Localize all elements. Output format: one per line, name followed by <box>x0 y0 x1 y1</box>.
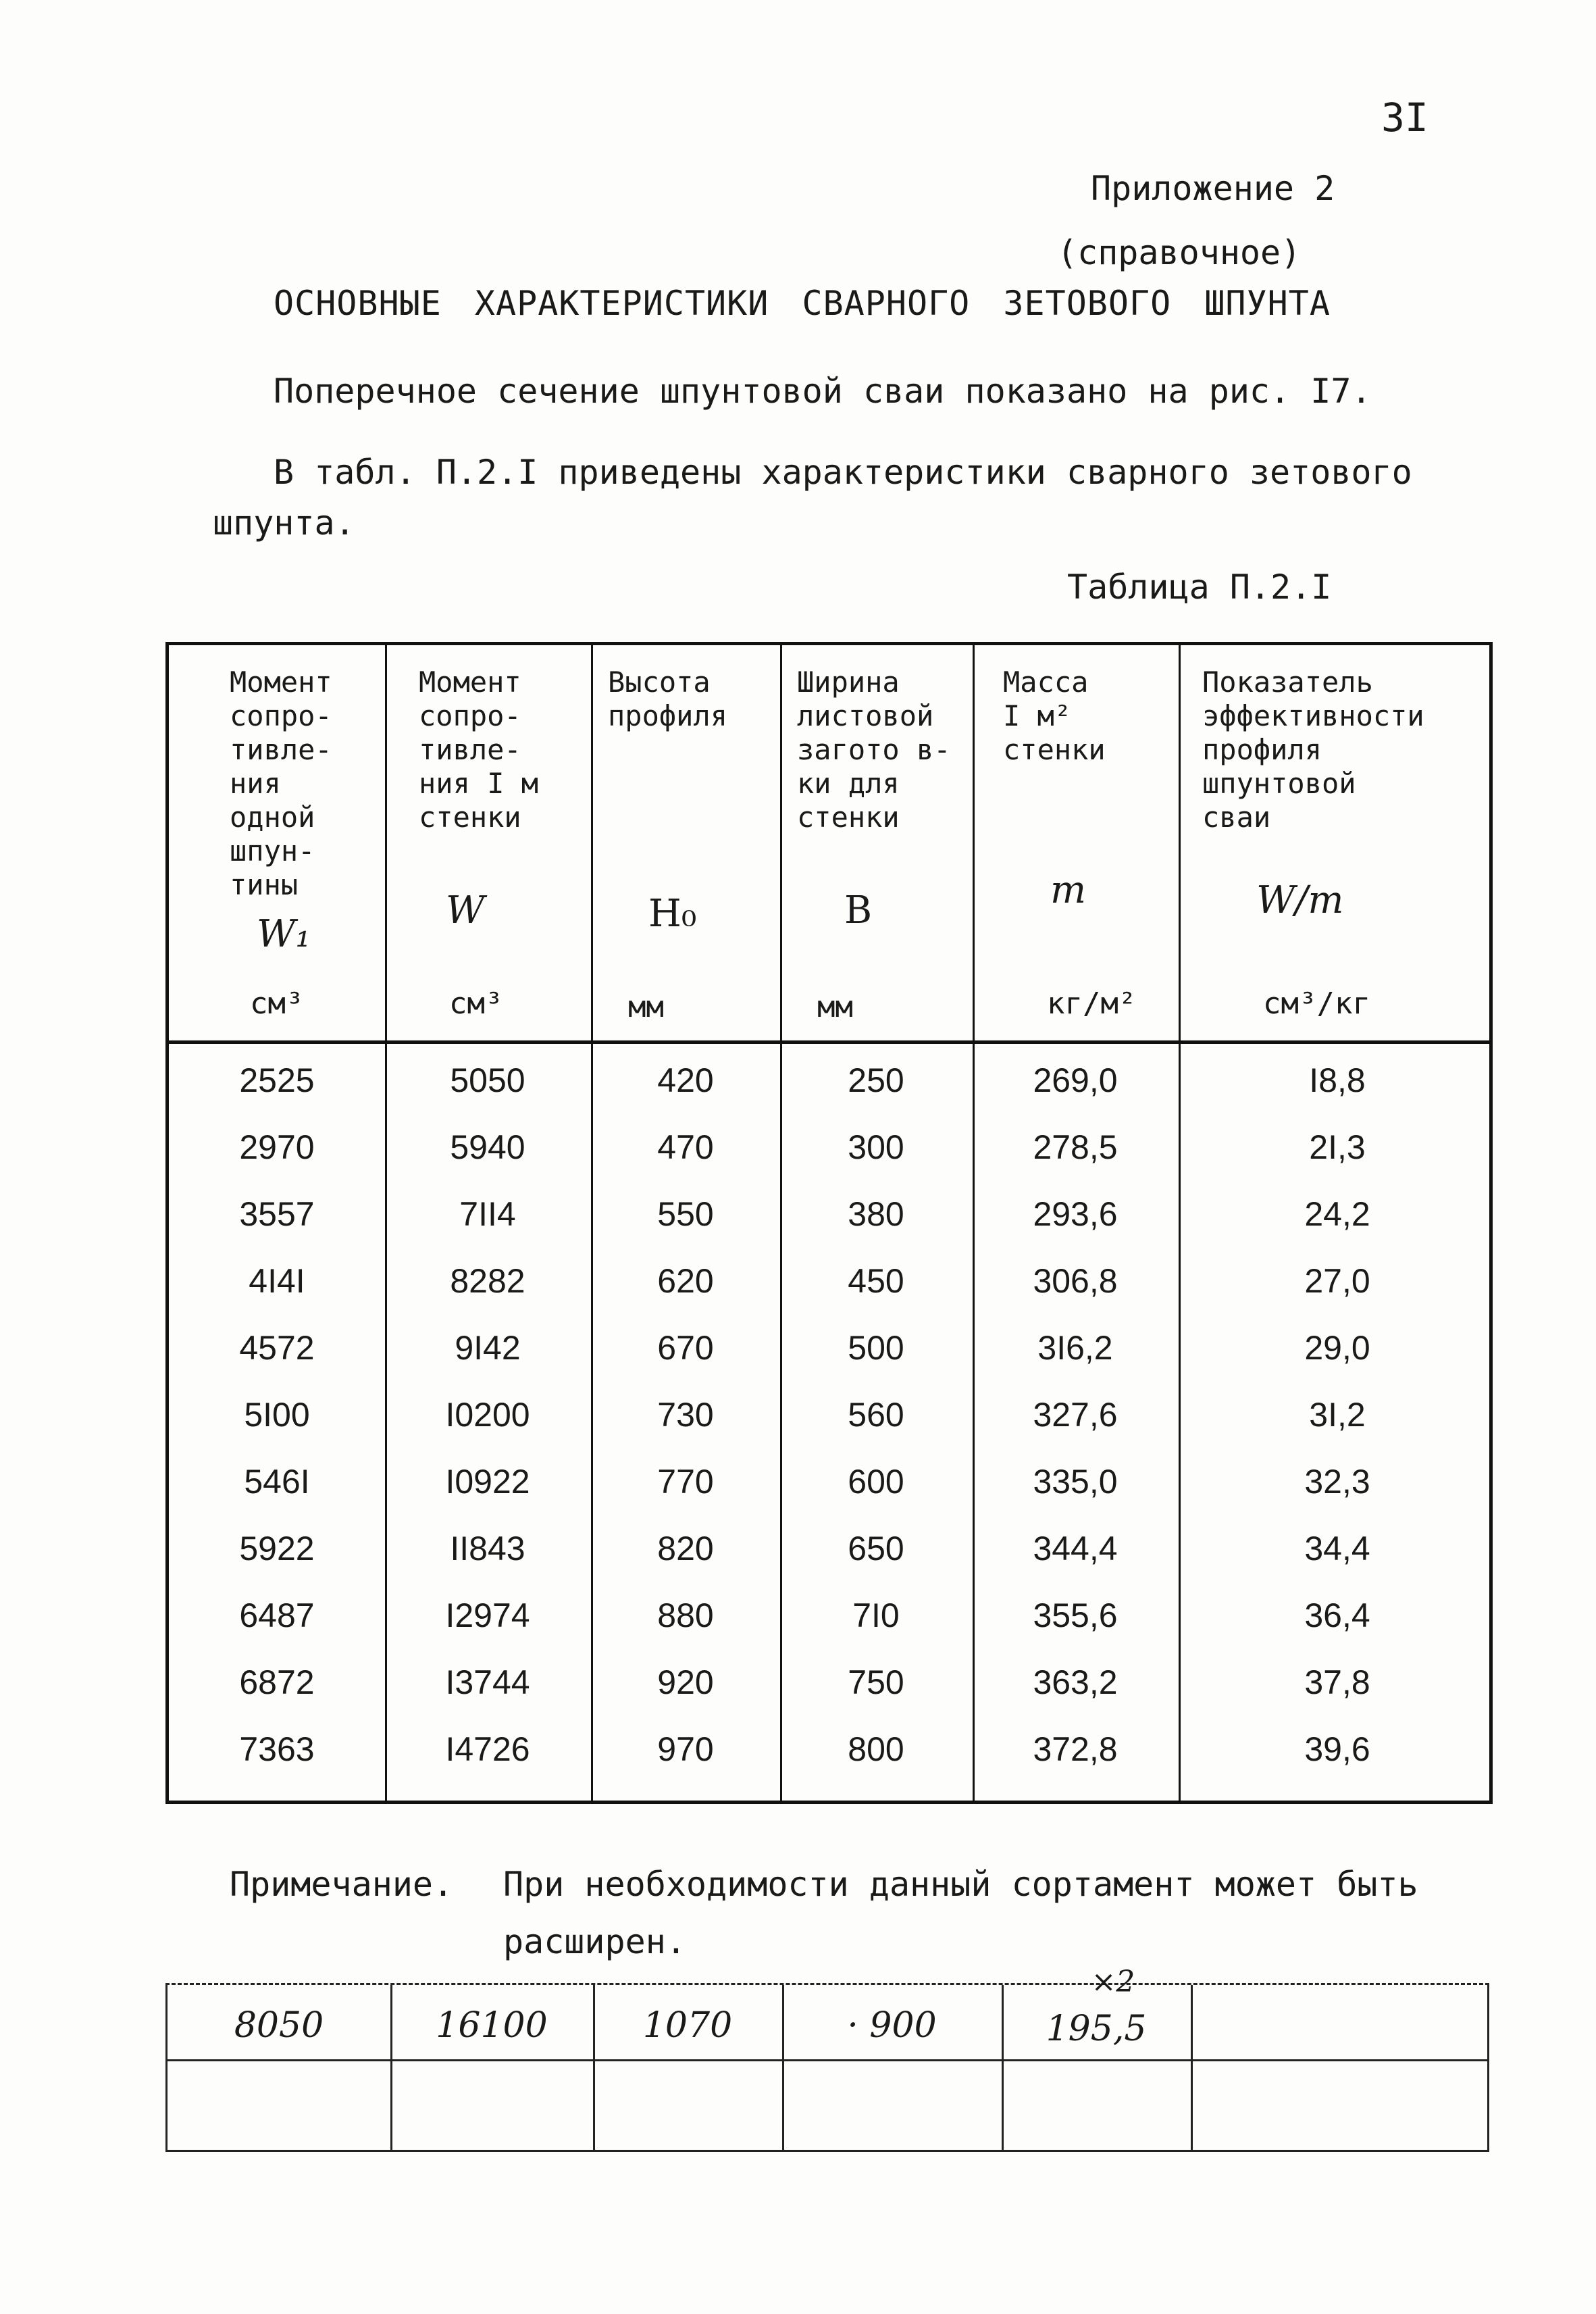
table-cell: 3I6,2 <box>1037 1329 1113 1367</box>
table-cell: 600 <box>848 1463 904 1501</box>
characteristics-table <box>165 642 1493 1804</box>
handwritten-table <box>165 1965 1489 2152</box>
table-cell: 344,4 <box>1033 1530 1118 1567</box>
table-cell: 306,8 <box>1033 1262 1118 1300</box>
table-cell: 470 <box>657 1128 714 1166</box>
symbol-col-4: B <box>844 888 873 932</box>
table-cell: I4726 <box>445 1730 530 1768</box>
unit-col-3: мм <box>628 990 664 1024</box>
table-cell: 29,0 <box>1304 1329 1370 1367</box>
handwritten-value-3: 1070 <box>642 2005 733 2046</box>
table-cell: 730 <box>657 1396 714 1434</box>
table-cell: 6487 <box>239 1596 315 1634</box>
table-cell: 32,3 <box>1304 1463 1370 1501</box>
table-cell: 6872 <box>239 1663 315 1701</box>
handwritten-annotation: ×2 <box>1091 1965 1135 1999</box>
table-cell: II843 <box>450 1530 525 1567</box>
table-cell: 560 <box>848 1396 904 1434</box>
handwritten-value-1: 8050 <box>234 2005 324 2046</box>
table-cell: 880 <box>657 1596 714 1634</box>
column-divider <box>385 645 387 1801</box>
handwritten-value-5: 195,5 <box>1046 2009 1147 2049</box>
unit-col-5: кг/м² <box>1047 986 1137 1021</box>
header-col-2: Момент сопро- тивле- ния I м стенки <box>419 665 539 834</box>
symbol-col-5: m <box>1050 868 1087 912</box>
unit-col-6: см³/кг <box>1263 986 1370 1021</box>
note-text-line-1: При необходимости данный сортамент может быть <box>503 1865 1418 1904</box>
table-cell: 9I42 <box>455 1329 521 1367</box>
table-cell: 546I <box>244 1463 310 1501</box>
table-cell: 3557 <box>239 1195 315 1233</box>
paragraph-1: Поперечное сечение шпунтовой сваи показано на рис. I7. <box>274 372 1372 411</box>
header-col-4: Ширина листовой загото в- ки для стенки <box>797 665 951 834</box>
page-number: 3I <box>1381 95 1428 141</box>
table-cell: 550 <box>657 1195 714 1233</box>
paragraph-2-line-2: шпунта. <box>213 503 355 543</box>
table-cell: I0922 <box>445 1463 530 1501</box>
handwritten-value-2: 16100 <box>436 2005 548 2046</box>
column-divider <box>1179 645 1181 1801</box>
table-cell: 2I,3 <box>1309 1128 1366 1166</box>
column-divider <box>591 645 593 1801</box>
table-cell: 800 <box>848 1730 904 1768</box>
table-cell: 770 <box>657 1463 714 1501</box>
table-cell: 420 <box>657 1061 714 1099</box>
header-divider <box>169 1040 1489 1044</box>
table-cell: 250 <box>848 1061 904 1099</box>
table-cell: 5940 <box>450 1128 525 1166</box>
table-cell: 24,2 <box>1304 1195 1370 1233</box>
table-cell: 380 <box>848 1195 904 1233</box>
table-cell: 920 <box>657 1663 714 1701</box>
paragraph-2-line-1: В табл. П.2.I приведены характеристики сварного зетового <box>274 453 1412 492</box>
table-cell: 750 <box>848 1663 904 1701</box>
table-cell: 970 <box>657 1730 714 1768</box>
table-cell: 300 <box>848 1128 904 1166</box>
column-divider <box>780 645 782 1801</box>
table-cell: 293,6 <box>1033 1195 1118 1233</box>
table-cell: 37,8 <box>1304 1663 1370 1701</box>
table-cell: 39,6 <box>1304 1730 1370 1768</box>
table-cell: 363,2 <box>1033 1663 1118 1701</box>
header-col-5: Масса I м² стенки <box>1003 665 1106 766</box>
table-caption: Таблица П.2.I <box>1067 568 1332 607</box>
table-cell: 7363 <box>239 1730 315 1768</box>
unit-col-2: см³ <box>449 986 503 1021</box>
column-divider <box>1191 1985 1193 2150</box>
table-cell: 372,8 <box>1033 1730 1118 1768</box>
table-cell: 27,0 <box>1304 1262 1370 1300</box>
table-cell: I8,8 <box>1309 1061 1366 1099</box>
table-cell: 8282 <box>450 1262 525 1300</box>
header-col-3: Высота профиля <box>608 665 728 732</box>
table-cell: 820 <box>657 1530 714 1567</box>
table-cell: 327,6 <box>1033 1396 1118 1434</box>
appendix-note: (справочное) <box>1057 233 1302 272</box>
symbol-col-3: H₀ <box>648 892 697 936</box>
unit-col-4: мм <box>817 990 853 1024</box>
appendix-label: Приложение 2 <box>1091 169 1335 208</box>
table-cell: 335,0 <box>1033 1463 1118 1501</box>
table-cell: 500 <box>848 1329 904 1367</box>
symbol-col-2: W <box>446 888 485 932</box>
table-cell: I2974 <box>445 1596 530 1634</box>
table-cell: 450 <box>848 1262 904 1300</box>
table-cell: 36,4 <box>1304 1596 1370 1634</box>
table-cell: 5050 <box>450 1061 525 1099</box>
header-col-6: Показатель эффективности профиля шпунтовой сваи <box>1202 665 1424 834</box>
column-divider <box>973 645 975 1801</box>
table-cell: 355,6 <box>1033 1596 1118 1634</box>
row-divider <box>168 2059 1487 2061</box>
table-cell: 7II4 <box>459 1195 516 1233</box>
document-title: ОСНОВНЫЕ ХАРАКТЕРИСТИКИ СВАРНОГО ЗЕТОВОГО ШПУНТА <box>274 284 1331 323</box>
header-col-1: Момент сопро- тивле- ния одной шпун- тины <box>230 665 332 901</box>
table-cell: 278,5 <box>1033 1128 1118 1166</box>
table-cell: 4I4I <box>249 1262 305 1300</box>
table-cell: 5922 <box>239 1530 315 1567</box>
table-cell: 2970 <box>239 1128 315 1166</box>
table-cell: 670 <box>657 1329 714 1367</box>
table-cell: 620 <box>657 1262 714 1300</box>
table-cell: 3I,2 <box>1309 1396 1366 1434</box>
unit-col-1: см³ <box>250 986 304 1021</box>
handwritten-value-4: · 900 <box>847 2005 937 2046</box>
table-cell: 34,4 <box>1304 1530 1370 1567</box>
note-label: Примечание. <box>230 1865 454 1904</box>
table-cell: 650 <box>848 1530 904 1567</box>
table-cell: I0200 <box>445 1396 530 1434</box>
table-cell: 4572 <box>239 1329 315 1367</box>
table-cell: 7I0 <box>852 1596 900 1634</box>
symbol-col-1: W₁ <box>257 912 311 956</box>
table-cell: 269,0 <box>1033 1061 1118 1099</box>
table-cell: 5I00 <box>244 1396 310 1434</box>
note-text-line-2: расширен. <box>503 1922 686 1961</box>
table-cell: I3744 <box>445 1663 530 1701</box>
symbol-col-6: W/m <box>1256 878 1344 922</box>
table-cell: 2525 <box>239 1061 315 1099</box>
